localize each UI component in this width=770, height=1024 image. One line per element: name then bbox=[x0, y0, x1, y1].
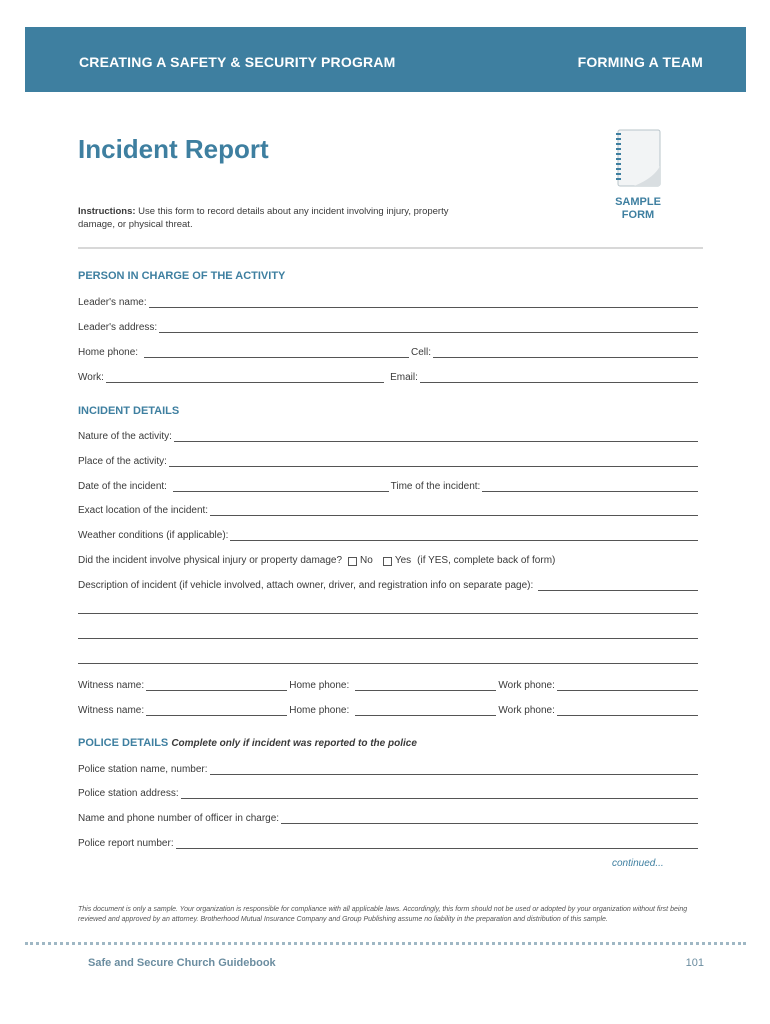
witness-row-1 bbox=[78, 677, 698, 691]
police-address-field[interactable] bbox=[78, 785, 698, 799]
instructions-text: Use this form to record details about any incident involving injury, property damage, or physical threat. bbox=[78, 206, 449, 230]
no-checkbox[interactable] bbox=[348, 557, 357, 566]
divider bbox=[78, 247, 703, 249]
field-label: Work phone: bbox=[498, 680, 555, 691]
description-line-4[interactable] bbox=[78, 663, 698, 664]
field-line[interactable] bbox=[169, 456, 698, 467]
field-line[interactable] bbox=[281, 813, 698, 824]
yes-label: Yes bbox=[394, 555, 412, 566]
police-heading: POLICE DETAILS bbox=[78, 737, 169, 749]
field-label: Cell: bbox=[411, 347, 432, 358]
field-label: Home phone: bbox=[289, 705, 350, 716]
field-line[interactable] bbox=[210, 505, 698, 516]
field-label: Time of the incident: bbox=[390, 481, 481, 492]
dotted-divider bbox=[25, 942, 746, 945]
field-line[interactable] bbox=[159, 322, 698, 333]
date-line[interactable] bbox=[173, 481, 389, 492]
section-person: PERSON IN CHARGE OF THE ACTIVITY bbox=[78, 270, 286, 282]
witness-home-line[interactable] bbox=[355, 705, 496, 716]
field-label: Exact location of the incident: bbox=[78, 505, 209, 516]
cell-line[interactable] bbox=[433, 347, 698, 358]
header-banner bbox=[25, 27, 746, 92]
description-line-2[interactable] bbox=[78, 613, 698, 614]
notebook-icon bbox=[614, 128, 664, 188]
field-line[interactable] bbox=[149, 297, 698, 308]
witness-home-line[interactable] bbox=[355, 680, 496, 691]
field-label: Leader's address: bbox=[78, 322, 158, 333]
page-title: Incident Report bbox=[78, 134, 269, 164]
field-label: Weather conditions (if applicable): bbox=[78, 530, 229, 541]
officer-field[interactable] bbox=[78, 810, 698, 824]
continued-note: continued... bbox=[612, 858, 664, 869]
no-label: No bbox=[360, 555, 373, 566]
work-email-row bbox=[78, 369, 698, 383]
field-label: Work: bbox=[78, 372, 104, 383]
leader-name-field[interactable] bbox=[78, 294, 698, 308]
leader-address-field[interactable] bbox=[78, 319, 698, 333]
phone-row bbox=[78, 344, 698, 358]
field-line[interactable] bbox=[210, 764, 698, 775]
field-line[interactable] bbox=[174, 431, 698, 442]
field-label: Witness name: bbox=[78, 705, 145, 716]
instructions bbox=[78, 205, 478, 231]
police-station-field[interactable] bbox=[78, 761, 698, 775]
witness-row-2 bbox=[78, 702, 698, 716]
field-label: Email: bbox=[390, 372, 418, 383]
weather-field[interactable] bbox=[78, 527, 698, 541]
field-line[interactable] bbox=[181, 788, 698, 799]
disclaimer: This document is only a sample. Your organization is responsible for compliance with all applicable laws. Accordingly, this form should not be used or adopted by your organization without first being reviewed and approved by an attorney. Brotherhood Mutual Insurance Company and Group Publishing assume no liability in the preparation and distribution of this sample. bbox=[78, 906, 688, 923]
nature-field[interactable] bbox=[78, 428, 698, 442]
field-label: Police report number: bbox=[78, 838, 174, 849]
yes-checkbox[interactable] bbox=[383, 557, 392, 566]
home-phone-line[interactable] bbox=[144, 347, 409, 358]
report-number-field[interactable] bbox=[78, 835, 698, 849]
section-incident: INCIDENT DETAILS bbox=[78, 405, 180, 417]
field-label: Home phone: bbox=[289, 680, 350, 691]
email-line[interactable] bbox=[420, 372, 698, 383]
witness-name-line[interactable] bbox=[146, 705, 287, 716]
section-police bbox=[78, 737, 417, 749]
time-line[interactable] bbox=[482, 481, 698, 492]
field-line[interactable] bbox=[176, 838, 698, 849]
field-label: Police station address: bbox=[78, 788, 179, 799]
field-label: Home phone: bbox=[78, 347, 139, 358]
footer-book-title: Safe and Secure Church Guidebook bbox=[88, 957, 276, 969]
section-title: FORMING A TEAM bbox=[577, 54, 703, 70]
field-label: Police station name, number: bbox=[78, 764, 208, 775]
field-line[interactable] bbox=[230, 530, 698, 541]
form-line: FORM bbox=[621, 209, 655, 221]
field-label: Date of the incident: bbox=[78, 481, 167, 492]
field-label: Work phone: bbox=[498, 705, 555, 716]
instructions-label: Instructions: bbox=[78, 206, 136, 217]
location-field[interactable] bbox=[78, 502, 698, 516]
page-number: 101 bbox=[685, 957, 704, 969]
field-label: Name and phone number of officer in charge: bbox=[78, 813, 280, 824]
place-field[interactable] bbox=[78, 453, 698, 467]
witness-work-line[interactable] bbox=[557, 680, 698, 691]
witness-work-line[interactable] bbox=[557, 705, 698, 716]
field-label: Description of incident (if vehicle involved, attach owner, driver, and registration info on separate page): bbox=[78, 580, 534, 591]
injury-question-row bbox=[78, 552, 698, 566]
witness-name-line[interactable] bbox=[146, 680, 287, 691]
field-label: Leader's name: bbox=[78, 297, 147, 308]
field-line[interactable] bbox=[538, 580, 698, 591]
description-field[interactable] bbox=[78, 577, 698, 591]
police-note: Complete only if incident was reported to the police bbox=[171, 738, 417, 749]
field-label: Witness name: bbox=[78, 680, 145, 691]
field-label: Place of the activity: bbox=[78, 456, 167, 467]
yes-note: (if YES, complete back of form) bbox=[417, 555, 556, 566]
description-line-3[interactable] bbox=[78, 638, 698, 639]
sample-line: SAMPLE bbox=[615, 196, 661, 208]
sample-form-label bbox=[600, 196, 676, 222]
date-time-row bbox=[78, 478, 698, 492]
work-line[interactable] bbox=[106, 372, 384, 383]
field-label: Nature of the activity: bbox=[78, 431, 172, 442]
program-title: CREATING A SAFETY & SECURITY PROGRAM bbox=[79, 54, 396, 70]
question-label: Did the incident involve physical injury or property damage? bbox=[78, 555, 343, 566]
